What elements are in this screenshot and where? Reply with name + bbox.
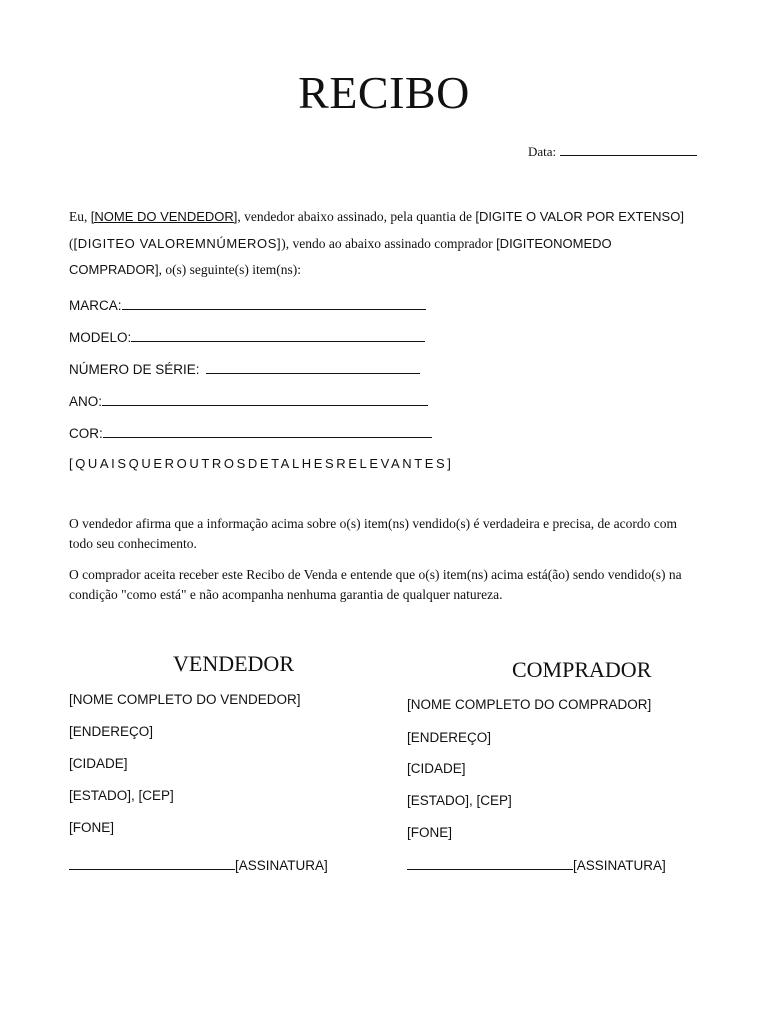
document-title: RECIBO (298, 67, 470, 118)
field-marca-line (122, 297, 426, 310)
field-modelo (69, 329, 425, 345)
field-modelo-line (131, 329, 425, 342)
seller-name-placeholder: [NOME DO VENDEDOR] (90, 209, 238, 224)
seller-address: [ENDEREÇO] (69, 724, 154, 739)
seller-state-zip: [ESTADO], [CEP] (69, 788, 174, 803)
date-row (528, 143, 697, 160)
seller-signature-row (69, 857, 328, 873)
field-marca (69, 297, 426, 313)
buyer-heading: COMPRADOR (512, 657, 652, 682)
buyer-full-name: [NOME COMPLETO DO COMPRADOR] (407, 697, 652, 712)
field-numero-serie (69, 361, 420, 377)
seller-heading: VENDEDOR (173, 651, 294, 676)
seller-signature-line (69, 857, 235, 870)
intro-text-2: , vendedor abaixo assinado, pela quantia de (237, 209, 476, 224)
field-ano-label: ANO: (69, 394, 103, 409)
field-modelo-label: MODELO: (69, 330, 132, 345)
buyer-statement: O comprador aceita receber este Recibo de Venda e entende que o(s) item(ns) acima está(ão) sendo vendido(s) na condição "como está" e não acompanha nenhuma garantia de qualquer natureza. (69, 567, 682, 602)
other-details-placeholder: [QUAISQUEROUTROSDETALHESRELEVANTES] (69, 456, 454, 471)
buyer-signature-label: [ASSINATURA] (573, 858, 666, 873)
value-number-placeholder: [DIGITEO VALOREMNÚMEROS] (73, 235, 282, 251)
intro-text-4: ), vendo ao abaixo assinado comprador (281, 235, 497, 251)
value-text-placeholder: [DIGITE O VALOR POR EXTENSO] (475, 209, 684, 224)
field-ano-line (102, 393, 428, 406)
buyer-state-zip: [ESTADO], [CEP] (407, 793, 512, 808)
field-cor (69, 425, 432, 441)
buyer-signature-row (407, 857, 666, 873)
seller-full-name: [NOME COMPLETO DO VENDEDOR] (69, 692, 301, 707)
buyer-city: [CIDADE] (407, 761, 466, 776)
date-blank-line (560, 143, 697, 156)
intro-text-3: ( (69, 235, 74, 251)
seller-phone: [FONE] (69, 820, 115, 835)
field-ano (69, 393, 428, 409)
intro-text-5: , o(s) seguinte(s) item(ns): (158, 262, 302, 277)
seller-city: [CIDADE] (69, 756, 128, 771)
seller-statement: O vendedor afirma que a informação acima sobre o(s) item(ns) vendido(s) é verdadeira e precisa, de acordo com todo seu conhecimento. (69, 516, 677, 551)
seller-signature-label: [ASSINATURA] (235, 858, 328, 873)
field-marca-label: MARCA: (69, 298, 122, 313)
field-cor-label: COR: (69, 426, 103, 441)
date-label: Data: (528, 144, 557, 159)
field-numero-serie-line (206, 361, 420, 374)
field-cor-line (103, 425, 432, 438)
buyer-address: [ENDEREÇO] (407, 730, 492, 745)
buyer-name-placeholder: [DIGITEONOMEDO COMPRADOR] (69, 235, 612, 277)
intro-paragraph (69, 204, 691, 284)
buyer-phone: [FONE] (407, 825, 453, 840)
field-numero-serie-label: NÚMERO DE SÉRIE: (69, 362, 200, 377)
buyer-signature-line (407, 857, 573, 870)
intro-text-1: Eu, (69, 209, 91, 224)
